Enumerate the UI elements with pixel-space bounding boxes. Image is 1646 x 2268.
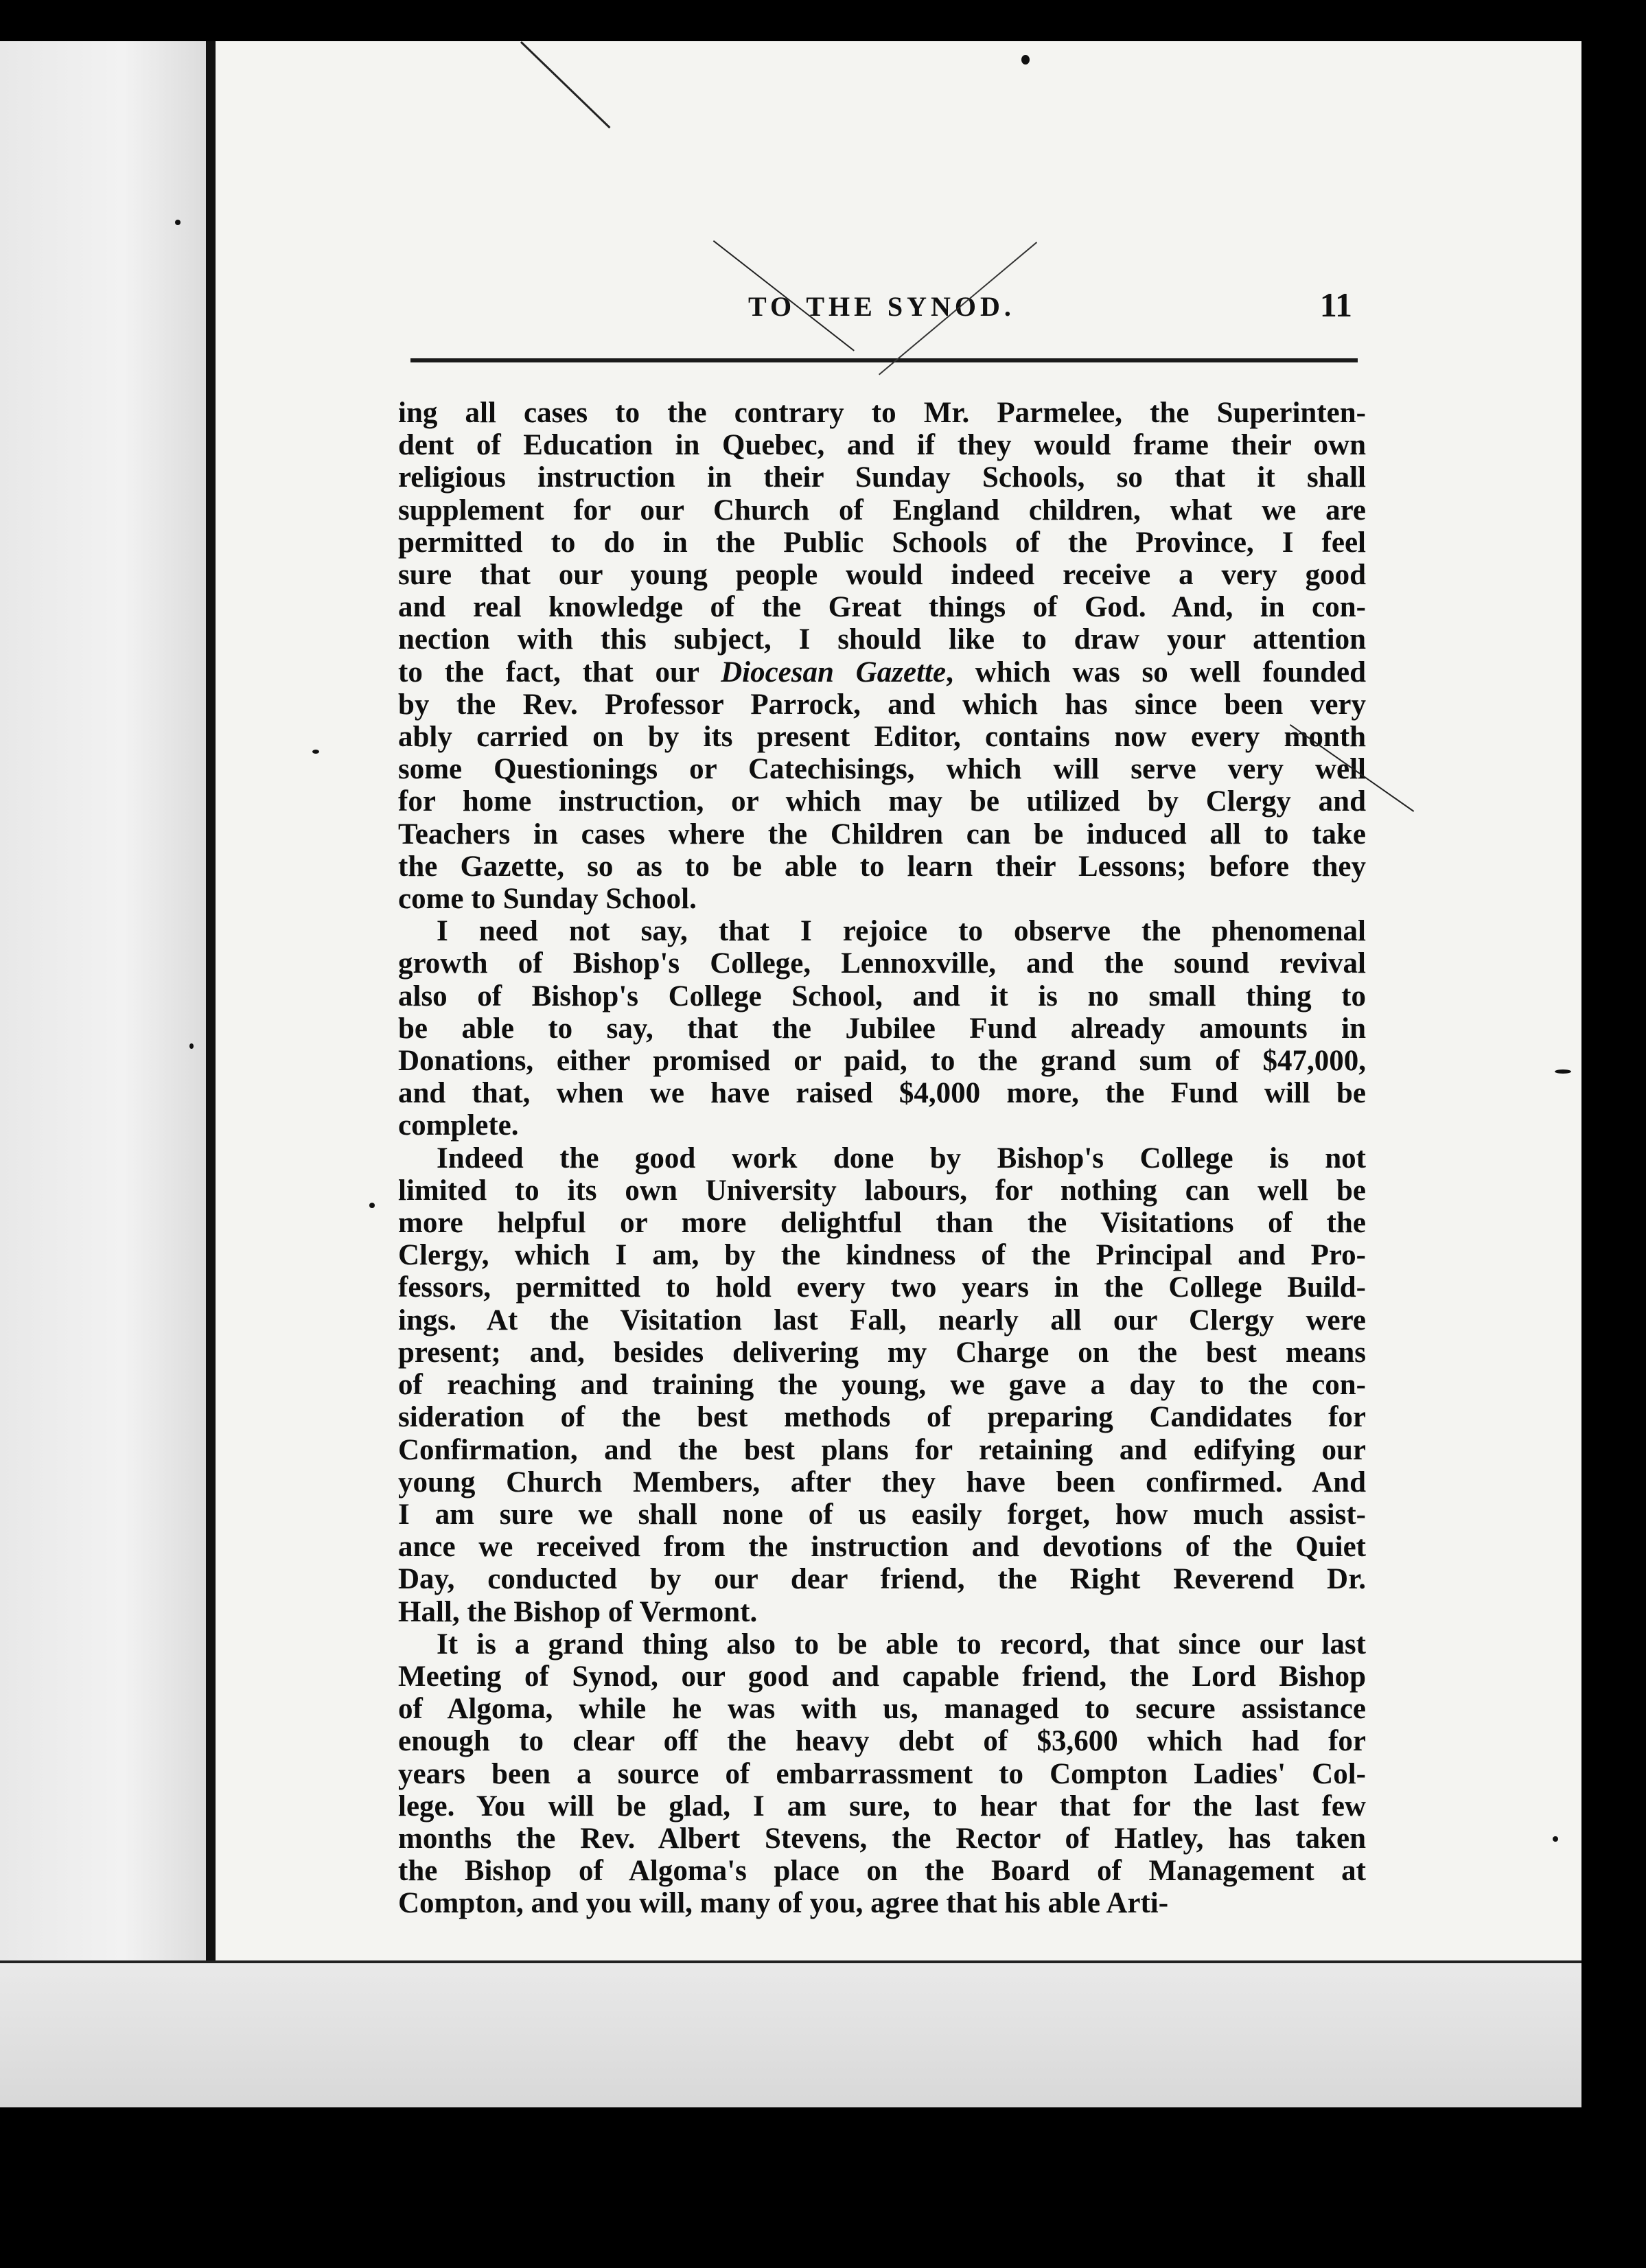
text-line: ably carried on by its present Editor, contains now every month (398, 721, 1366, 754)
text-line: years been a source of embarrassment to Compton Ladies' Col- (398, 1757, 1366, 1790)
text-line: for home instruction, or which may be utilized by Clergy and (398, 785, 1366, 818)
text-line: present; and, besides delivering my Charge on the best means (398, 1336, 1366, 1369)
facing-page-margin (0, 41, 206, 2032)
text-line: permitted to do in the Public Schools of the Province, I feel (398, 526, 1366, 559)
scan-speck (1553, 1836, 1558, 1842)
text-line: growth of Bishop's College, Lennoxville, and the sound revival (398, 947, 1366, 980)
text-line: months the Rev. Albert Stevens, the Rector of Hatley, has taken (398, 1822, 1366, 1855)
page-number: 11 (1319, 286, 1352, 324)
scan-speck (1021, 55, 1030, 65)
text-line: sure that our young people would indeed receive a very good (398, 559, 1366, 592)
text-line: Compton, and you will, many of you, agree that his able Arti- (398, 1887, 1169, 1920)
text-line: ings. At the Visitation last Fall, nearly all our Clergy were (398, 1304, 1366, 1336)
paragraph (398, 1628, 1366, 1920)
italic-title: Diocesan Gazette (721, 656, 947, 688)
text-line: I am sure we shall none of us easily forget, how much assist- (398, 1498, 1366, 1531)
text-line: Meeting of Synod, our good and capable friend, the Lord Bishop (398, 1660, 1366, 1693)
scan-speck (1555, 1069, 1571, 1074)
text-line: some Questionings or Catechisings, which will serve very well (398, 753, 1366, 786)
paragraph (398, 397, 1366, 915)
text-line: also of Bishop's College School, and it is no small thing to (398, 980, 1366, 1012)
text-line: and real knowledge of the Great things of God. And, in con- (398, 591, 1366, 624)
text-line: complete. (398, 1109, 519, 1142)
text-line: Hall, the Bishop of Vermont. (398, 1595, 758, 1628)
text-line: dent of Education in Quebec, and if they would frame their own (398, 429, 1366, 462)
text-line: nection with this subject, I should like to draw your attention (398, 623, 1366, 656)
text-line: the Gazette, so as to be able to learn their Lessons; before they (398, 850, 1366, 883)
scan-speck (175, 220, 181, 225)
page-right-border (1581, 41, 1646, 2107)
paragraph (398, 1142, 1366, 1628)
text-line: young Church Members, after they have been confirmed. And (398, 1466, 1366, 1498)
text-line: and that, when we have raised $4,000 more, the Fund will be (398, 1077, 1366, 1110)
text-line: the Bishop of Algoma's place on the Board of Management at (398, 1855, 1366, 1888)
text-line: come to Sunday School. (398, 883, 697, 916)
text-line: limited to its own University labours, for nothing can well be (398, 1174, 1366, 1207)
text-line: of reaching and training the young, we gave a day to the con- (398, 1369, 1366, 1402)
text-line: religious instruction in their Sunday Schools, so that it shall (398, 461, 1366, 494)
text-line: ing all cases to the contrary to Mr. Parmelee, the Superinten- (398, 397, 1366, 429)
text-line: Teachers in cases where the Children can be induced all to take (398, 818, 1366, 850)
text-line: by the Rev. Professor Parrock, and which has since been very (398, 688, 1366, 721)
page-header (748, 285, 1366, 333)
text-line: enough to clear off the heavy debt of $3,600 which had for (398, 1725, 1366, 1758)
running-head: TO THE SYNOD. (748, 291, 1015, 322)
text-line: It is a grand thing also to be able to record, that since our last (437, 1628, 1366, 1660)
text-line: supplement for our Church of England children, what we are (398, 494, 1366, 526)
text-line: of Algoma, while he was with us, managed to secure assistance (398, 1693, 1366, 1726)
page-gutter-shadow (206, 41, 216, 2059)
page-bottom-edge (0, 1960, 1646, 1963)
text-line: ance we received from the instruction and devotions of the Quiet (398, 1531, 1366, 1564)
text-line: fessors, permitted to hold every two years in the College Build- (398, 1271, 1366, 1304)
text-line: Clergy, which I am, by the kindness of the Principal and Pro- (398, 1239, 1366, 1272)
text-line: more helpful or more delightful than the Visitations of the (398, 1207, 1366, 1240)
text-line: to the fact, that our Diocesan Gazette, which was so well founded (398, 656, 1367, 688)
paragraph (398, 915, 1366, 1142)
header-rule (410, 358, 1358, 362)
text-line: Donations, either promised or paid, to the grand sum of $47,000, (398, 1045, 1366, 1078)
body-text (398, 397, 1366, 1920)
text-line: lege. You will be glad, I am sure, to hear that for the last few (398, 1790, 1366, 1822)
scan-speck (189, 1043, 194, 1049)
scan-speck (369, 1203, 375, 1208)
text-line: Confirmation, and the best plans for retaining and edifying our (398, 1433, 1366, 1466)
text-line: be able to say, that the Jubilee Fund already amounts in (398, 1012, 1366, 1045)
text-line: sideration of the best methods of preparing Candidates for (398, 1401, 1366, 1434)
scan-bottom-area (0, 1963, 1646, 2107)
text-line: I need not say, that I rejoice to observe the phenomenal (437, 915, 1366, 948)
text-line: Day, conducted by our dear friend, the Right Reverend Dr. (398, 1563, 1366, 1596)
scan-speck (312, 750, 319, 754)
text-line: Indeed the good work done by Bishop's College is not (437, 1142, 1366, 1174)
